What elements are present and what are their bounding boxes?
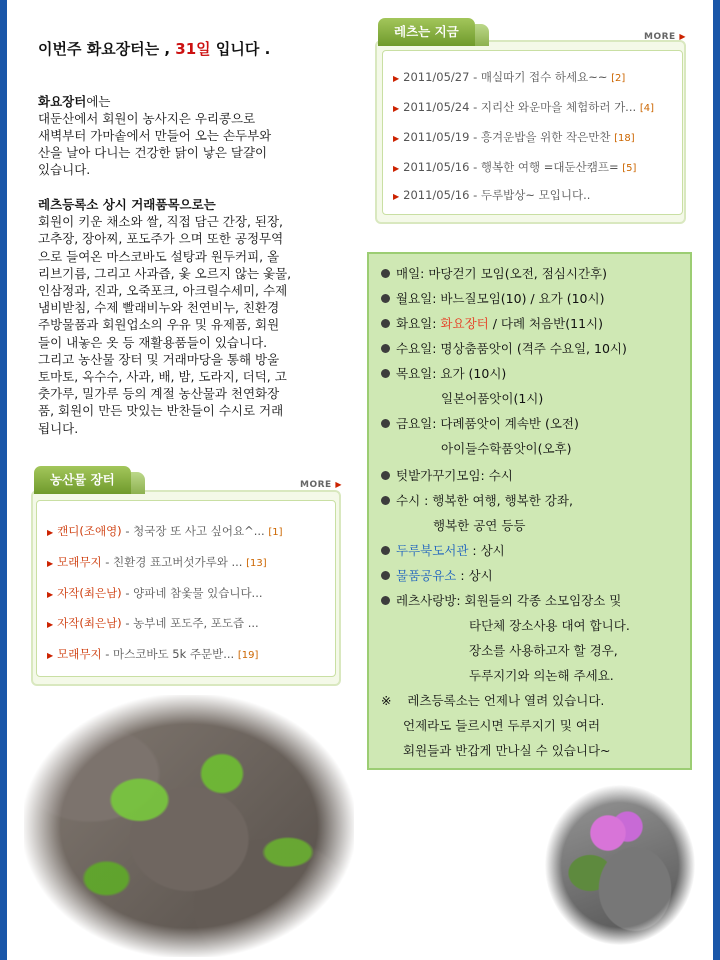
market-title: - 농부네 포도주, 포도즙 ... xyxy=(121,616,259,630)
schedule-text: : 상시 xyxy=(456,568,493,583)
news-count: [18] xyxy=(614,133,635,144)
intro-line: 대둔산에서 회원이 농사지은 우리콩으로 xyxy=(38,111,256,126)
news-more-link[interactable] xyxy=(644,32,686,42)
schedule-text: 수요일: 명상춤품앗이 (격주 수요일, 10시) xyxy=(396,341,627,356)
market-title: - 양파네 참옻물 있습니다... xyxy=(121,586,263,600)
market-more-link[interactable] xyxy=(300,480,342,490)
schedule-wed xyxy=(381,339,627,357)
headline-post: 입니다 . xyxy=(210,40,271,58)
registry-line: 회원이 키운 채소와 쌀, 직접 담근 간장, 된장, xyxy=(38,214,284,230)
market-more-label: MORE xyxy=(300,480,332,490)
bullet-arrow-icon: ▶ xyxy=(47,590,54,599)
schedule-note-2: 언제라도 들르시면 두루지기 및 여러 xyxy=(403,718,601,733)
more-arrow-icon: ▶ xyxy=(335,480,342,489)
bullet-dot-icon xyxy=(381,269,390,278)
market-seller: 자작(최은남) xyxy=(57,616,122,630)
note-mark: ※ xyxy=(381,693,392,708)
news-date: 2011/05/16 xyxy=(403,188,470,202)
headline xyxy=(38,38,353,59)
intro-line: 산을 날아 다니는 건강한 닭이 낳은 달걀이 xyxy=(38,145,268,160)
registry-line: 들이 내놓은 옷 등 재활용품들이 있습니다. xyxy=(38,334,268,350)
registry-line: 리브기름, 그리고 사과즙, 옻 오르지 않는 옻물, xyxy=(38,265,292,281)
news-item[interactable] xyxy=(393,159,636,175)
news-list xyxy=(382,50,683,215)
bullet-arrow-icon: ▶ xyxy=(393,134,400,143)
registry-line: 그리고 농산물 장터 및 거래마당을 통해 방울 xyxy=(38,351,280,367)
schedule-library xyxy=(381,541,505,559)
news-date: 2011/05/16 xyxy=(403,160,470,174)
intro-line: 새벽부터 가마솥에서 만들어 오는 손두부와 xyxy=(38,128,272,143)
market-item[interactable] xyxy=(47,615,259,631)
schedule-text: 텃밭가꾸기모임: 수시 xyxy=(396,468,513,483)
news-title: - 흥겨운밥을 위한 작은만찬 xyxy=(469,130,615,144)
schedule-anytime-2: 행복한 공연 등등 xyxy=(433,518,526,533)
bullet-arrow-icon: ▶ xyxy=(47,651,54,660)
bullet-arrow-icon: ▶ xyxy=(393,74,400,83)
news-item[interactable] xyxy=(393,69,625,85)
news-title: - 매실따기 접수 하세요~~ xyxy=(469,70,612,84)
flowers-on-rock-photo xyxy=(545,785,695,945)
bullet-arrow-icon: ▶ xyxy=(393,164,400,173)
market-title: - 청국장 또 사고 싶어요^... xyxy=(121,524,269,538)
schedule-box xyxy=(367,252,692,770)
schedule-fri-2: 아이들수학품앗이(오후) xyxy=(441,441,572,456)
page-frame-right xyxy=(713,0,720,960)
schedule-text: 금요일: 다례품앗이 계속반 (오전) xyxy=(396,416,579,431)
bullet-dot-icon xyxy=(381,571,390,580)
market-seller: 자작(최은남) xyxy=(57,586,122,600)
registry-line: 냄비받침, 수제 빨래비누와 천연비누, 친환경 xyxy=(38,300,280,316)
market-count: [19] xyxy=(237,650,259,661)
schedule-tue xyxy=(381,314,603,332)
registry-heading: 레츠등록소 상시 거래품목으로는 xyxy=(38,197,216,212)
news-date: 2011/05/19 xyxy=(403,130,470,144)
schedule-market-link[interactable]: 화요장터 xyxy=(440,316,489,331)
bullet-dot-icon xyxy=(381,369,390,378)
registry-line: 춧가루, 밀가루 등의 계절 농산물과 천연화장 xyxy=(38,386,280,402)
schedule-room-4: 두루지기와 의논해 주세요. xyxy=(469,668,614,683)
news-title: - 행복한 여행 =대둔산캠프= xyxy=(469,160,623,174)
intro-term-suffix: 에는 xyxy=(86,94,111,109)
schedule-text: 목요일: 요가 (10시) xyxy=(396,366,507,381)
headline-day: 31일 xyxy=(175,40,211,58)
registry-line: 품, 회원이 만든 맛있는 반찬들이 수시로 거래 xyxy=(38,403,284,419)
market-title: - 친환경 표고버섯가루와 ... xyxy=(101,555,247,569)
registry-line: 고추장, 장아찌, 포도주가 으며 또한 공정무역 xyxy=(38,231,284,247)
bullet-dot-icon xyxy=(381,294,390,303)
schedule-note xyxy=(381,691,604,709)
market-item[interactable] xyxy=(47,585,263,601)
schedule-room-3: 장소를 사용하고자 할 경우, xyxy=(469,643,618,658)
bullet-arrow-icon: ▶ xyxy=(47,528,54,537)
bullet-dot-icon xyxy=(381,596,390,605)
intro-paragraph xyxy=(38,93,353,178)
schedule-text: / 다례 처음반(11시) xyxy=(488,316,603,331)
intro-line: 있습니다. xyxy=(38,162,91,177)
news-count: [2] xyxy=(611,73,626,84)
schedule-text: 매일: 마당걷기 모임(오전, 점심시간후) xyxy=(396,266,607,281)
schedule-room xyxy=(381,591,621,609)
library-link[interactable]: 두루북도서관 xyxy=(396,543,469,558)
intro-section xyxy=(38,38,353,437)
news-date: 2011/05/24 xyxy=(403,100,470,114)
market-seller: 모래무지 xyxy=(57,555,102,569)
plants-on-rocks-photo xyxy=(24,695,354,957)
bullet-arrow-icon: ▶ xyxy=(47,620,54,629)
news-item[interactable] xyxy=(393,129,635,145)
news-title: - 지리산 와운마을 체험하러 가... xyxy=(469,100,640,114)
schedule-fri xyxy=(381,414,579,432)
schedule-garden xyxy=(381,466,513,484)
schedule-anytime xyxy=(381,491,573,509)
market-box-title: 농산물 장터 xyxy=(34,466,131,494)
more-arrow-icon: ▶ xyxy=(679,32,686,41)
bullet-dot-icon xyxy=(381,344,390,353)
page-frame-left xyxy=(0,0,7,960)
market-seller: 캔디(조애영) xyxy=(57,524,122,538)
market-count: [13] xyxy=(246,558,267,569)
schedule-text: 수시 : 행복한 여행, 행복한 강좌, xyxy=(396,493,573,508)
news-box-title: 레츠는 지금 xyxy=(378,18,475,46)
schedule-text: 레츠등록소는 언제나 열려 있습니다. xyxy=(407,693,605,708)
market-item[interactable] xyxy=(47,523,283,539)
schedule-text: 레츠사랑방: 회원들의 각종 소모임장소 및 xyxy=(396,593,622,608)
market-item[interactable] xyxy=(47,554,267,570)
schedule-room-2: 타단체 장소사용 대여 합니다. xyxy=(469,618,630,633)
market-title: - 마스코바도 5k 주문받... xyxy=(101,647,238,661)
headline-pre: 이번주 화요장터는 , xyxy=(38,40,176,58)
bullet-arrow-icon: ▶ xyxy=(393,104,400,113)
bullet-dot-icon xyxy=(381,471,390,480)
schedule-text: : 상시 xyxy=(468,543,505,558)
market-list xyxy=(36,500,336,677)
schedule-daily xyxy=(381,264,607,282)
registry-line: 됩니다. xyxy=(38,420,79,436)
market-item[interactable] xyxy=(47,646,258,662)
schedule-text: 월요일: 바느질모임(10) / 요가 (10시) xyxy=(396,291,605,306)
bullet-dot-icon xyxy=(381,319,390,328)
registry-line: 토마토, 옥수수, 사과, 배, 밤, 도라지, 더덕, 고 xyxy=(38,369,287,385)
news-item[interactable] xyxy=(393,187,590,203)
schedule-share xyxy=(381,566,493,584)
schedule-thu-2: 일본어품앗이(1시) xyxy=(441,391,544,406)
registry-line: 인삼정과, 진과, 오죽포크, 아크릴수세미, 수제 xyxy=(38,283,288,299)
schedule-thu xyxy=(381,364,506,382)
news-more-label: MORE xyxy=(644,32,676,42)
share-link[interactable]: 물품공유소 xyxy=(396,568,457,583)
bullet-arrow-icon: ▶ xyxy=(393,192,400,201)
registry-paragraph xyxy=(38,196,353,437)
schedule-text: 화요일: xyxy=(396,316,441,331)
registry-line: 으로 들여온 마스코바도 설탕과 원두커피, 올 xyxy=(38,248,280,264)
market-count: [1] xyxy=(268,527,283,538)
intro-term: 화요장터 xyxy=(38,94,87,109)
news-item[interactable] xyxy=(393,99,654,115)
news-count: [4] xyxy=(639,103,654,114)
news-title: - 두루밥상~ 모입니다.. xyxy=(469,188,591,202)
bullet-dot-icon xyxy=(381,419,390,428)
bullet-arrow-icon: ▶ xyxy=(47,559,54,568)
bullet-dot-icon xyxy=(381,546,390,555)
schedule-mon xyxy=(381,289,604,307)
schedule-note-3: 회원들과 반갑게 만나실 수 있습니다~ xyxy=(403,743,611,758)
bullet-dot-icon xyxy=(381,496,390,505)
news-date: 2011/05/27 xyxy=(403,70,470,84)
registry-line: 주방물품과 회원업소의 우유 및 유제품, 회원 xyxy=(38,317,280,333)
market-seller: 모래무지 xyxy=(57,647,102,661)
news-count: [5] xyxy=(622,163,637,174)
